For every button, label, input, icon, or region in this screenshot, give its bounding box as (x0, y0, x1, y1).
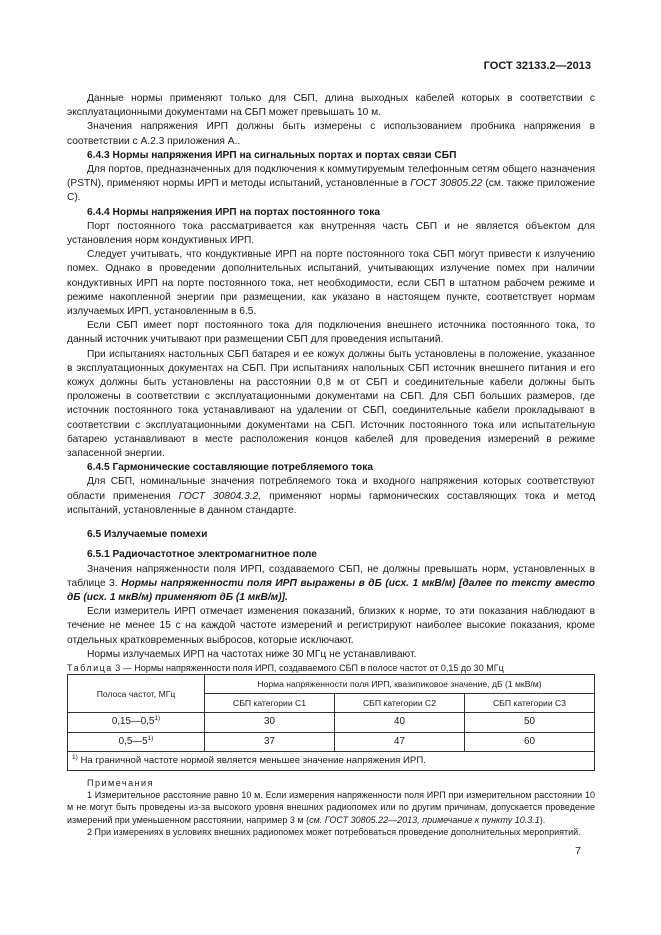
column-header-c3: СБП категории С3 (464, 694, 594, 713)
section-heading-6-5-1: 6.5.1 Радиочастотное электромагнитное поле (87, 549, 317, 561)
paragraph: Следует учитывать, что кондуктивные ИРП на порте постоянного тока СБП могут привести к излучению помех. Однако в проведении дополнительных испытаний, учитывающих излучение помех при наличии кондуктивных ИРП на порте постоянного тока, нет необходимости, если СБП в штатном рабочем режиме и режиме накопленной энергии при размещении, как указано в настоящем пункте, соответствует нормам излучаемых ИРП, установленным в 6.5. (67, 249, 595, 318)
paragraph: Порт постоянного тока рассматривается как внутренняя часть СБП и не является объектом для установления норм кондуктивных ИРП. (67, 220, 595, 247)
page-number: 7 (575, 845, 581, 857)
notes-block (67, 777, 595, 838)
section-heading-6-4-5: 6.4.5 Гармонические составляющие потребляемого тока (87, 462, 374, 474)
paragraph: Если СБП имеет порт постоянного тока для подключения внешнего источника постоянного тока, то данный источник учитывают при размещении СБП для проведения испытаний. (67, 320, 595, 346)
standard-reference: ГОСТ 30804.3.2 (178, 490, 259, 502)
table-row (68, 732, 595, 751)
paragraph: Если измеритель ИРП отмечает изменения показаний, близких к норме, то эти показания наблюдают в течение не менее 15 с на каждой частоте измерений и регистрируют наиболее высокие показания, кроме отдельных кратковременных выбросов, которые исключают. (67, 606, 595, 646)
table-caption: Таблица 3 — Нормы напряженности поля ИРП, создаваемого СБП в полосе частот от 0,15 до 30 МГц (67, 662, 504, 673)
document-header: ГОСТ 32133.2—2013 (483, 60, 591, 72)
section-heading-6-4-3: 6.4.3 Нормы напряжения ИРП на сигнальных портах и портах связи СБП (87, 149, 457, 161)
standard-reference: ГОСТ 30805.22 (410, 178, 483, 190)
band-cell: 0,15—0,5$^{1)}$ (68, 713, 205, 732)
value-cell: 47 (335, 732, 465, 751)
value-cell: 50 (464, 713, 594, 732)
table-row (68, 713, 595, 732)
note-1: 1 Измерительное расстояние равно 10 м. Если измерения напряженности поля ИРП при измерительном расстоянии 10 м не могут быть проведены из-за высокого уровня внешних радиопомех или по другим причинам, допускается проведение измерений при уменьшенном расстоянии, например 3 м (см. ГОСТ 30805.22—2013, примечание к пункту 10.3.1). (67, 790, 595, 825)
paragraph: Значения напряженности поля ИРП, создаваемого СБП, не должны превышать норм, установленных в таблице 3. Нормы напряженности поля ИРП выражены в дБ (исх. 1 мкВ/м) [далее по тексту вместо дБ (исх. 1 мкВ/м) применяют дБ (1 мкВ/м)]. (67, 563, 595, 603)
page-body (67, 92, 595, 838)
note-2: 2 При измерениях в условиях внешних радиопомех может потребоваться проведение дополнительных мероприятий. (87, 826, 581, 837)
paragraph: Для портов, предназначенных для подключения к коммутируемым телефонным сетям общего назначения (PSTN), применяют нормы ИРП и методы испытаний, установленные в ГОСТ 30805.22 (см. также приложение С). (67, 164, 596, 204)
paragraph: Данные нормы применяют только для СБП, длина выходных кабелей которых в соответствии с эксплуатационными документами на СБП может превышать 10 м. (67, 93, 595, 119)
paragraph: При испытаниях настольных СБП батарея и ее кожух должны быть установлены в положение, указанное в эксплуатационных документах на СБП. При испытаниях напольных СБП источник внешнего питания и его кожух должны быть установлены на расстоянии 0,8 м от СБП и соединительные кабели должны быть проложены в соответствии с эксплуатационными документами на СБП. Для СБП больших размеров, где источник постоянного тока устанавливают на удалении от СБП, соединительные кабели прокладывают в соответствии с эксплуатационными документами на СБП. Источник постоянного тока или испытательную батарею устанавливают в месте расположения концов кабелей для проведения измерений в режиме запасенной энергии. (67, 348, 595, 460)
paragraph: Для СБП, номинальные значения потребляемого тока и входного напряжения которых соответствуют области применения ГОСТ 30804.3.2, применяют нормы гармонических составляющих тока и метод испытаний, установленные в данном стандарте. (67, 476, 596, 516)
emphasized-statement: Нормы напряженности поля ИРП выражены в дБ (исх. 1 мкВ/м) [далее по тексту вместо дБ (исх. 1 мкВ/м) применяют дБ (1 мкВ/м)]. (67, 577, 595, 603)
norms-table (67, 674, 595, 771)
column-header-c2: СБП категории С2 (335, 694, 465, 713)
value-cell: 60 (464, 732, 594, 751)
notes-title: Примечания (87, 777, 154, 788)
table-footnote: $^{1)}$ На граничной частоте нормой является меньшее значение напряжения ИРП. (68, 751, 595, 770)
value-cell: 40 (335, 713, 465, 732)
column-header-band: Полоса частот, МГц (68, 674, 205, 712)
paragraph: Значения напряжения ИРП должны быть измерены с использованием пробника напряжения в соответствии с А.2.3 приложения А.. (67, 121, 595, 147)
band-cell: 0,5—5$^{1)}$ (68, 732, 205, 751)
value-cell: 37 (205, 732, 335, 751)
section-heading-6-5: 6.5 Излучаемые помехи (87, 529, 208, 541)
value-cell: 30 (205, 713, 335, 732)
paragraph: Нормы излучаемых ИРП на частотах ниже 30 МГц не устанавливают. (87, 648, 417, 660)
column-group-header: Норма напряженности поля ИРП, квазипиковое значение, дБ (1 мкВ/м) (205, 674, 595, 693)
column-header-c1: СБП категории С1 (205, 694, 335, 713)
section-heading-6-4-4: 6.4.4 Нормы напряжения ИРП на портах постоянного тока (87, 206, 381, 218)
